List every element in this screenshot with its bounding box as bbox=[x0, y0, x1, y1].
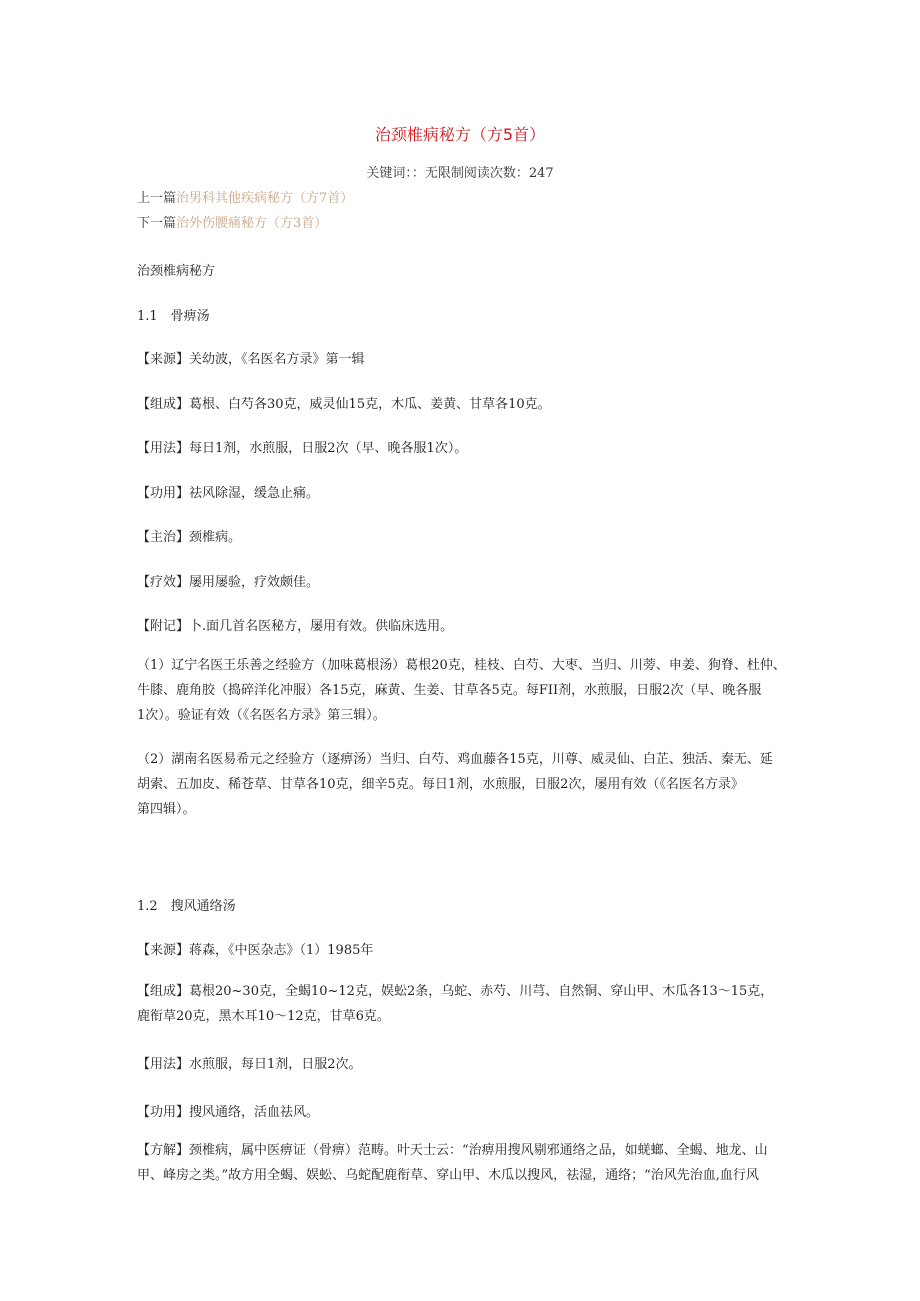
page-title: 治颈椎病秘方（方5首） bbox=[374, 125, 546, 144]
section-2-source: 【来源】蒋森，《中医杂志》（1）1985年 bbox=[137, 943, 374, 958]
paragraph-line: 甲、峰房之类。”故方用全蝎、娱蚣、乌蛇配鹿衔草、穿山甲、木瓜以搜风，祛湿，通络；“治风先治血,血行风 bbox=[137, 1168, 759, 1183]
prev-label: 上一篇 bbox=[137, 191, 177, 206]
formula-paragraph-2 bbox=[137, 747, 785, 822]
prev-article-link[interactable]: 治男科其他疾病秘方（方7首） bbox=[176, 191, 354, 206]
section-1-composition: 【组成】葛根、白芍各30克，威灵仙15克，木瓜、姜黄、甘草各10克。 bbox=[137, 397, 551, 412]
section-1-title: 1.1 骨痹汤 bbox=[137, 309, 210, 324]
paragraph-line: 鹿衔草20克，黑木耳10～12克，甘草6克。 bbox=[137, 1009, 390, 1024]
section-1-usage: 【用法】每日1剂，水煎服，日服2次（早、晚各服1次）。 bbox=[137, 441, 468, 456]
paragraph-line: （1）辽宁名医王乐善之经验方（加味葛根汤）葛根20克，桂枝、白芍、大枣、当归、川蒡、申姜、狗脊、杜仲、 bbox=[137, 658, 786, 673]
paragraph-line: 【方解】颈椎病，属中医痹证（骨痹）范畴。叶天士云：“治痹用搜风剔邪通络之品，如蜣螂、全蝎、地龙、山 bbox=[137, 1143, 768, 1158]
next-article-link[interactable]: 治外伤腰痛秘方（方3首） bbox=[176, 216, 328, 231]
paragraph-line: 第四辑）。 bbox=[137, 802, 196, 817]
formula-paragraph-1 bbox=[137, 653, 785, 728]
paragraph-line: 1次）。验证有效（《名医名方录》第三辑）。 bbox=[137, 708, 386, 723]
section-2-effect: 【功用】搜风通络，活血祛风。 bbox=[137, 1105, 320, 1120]
section-2-composition bbox=[137, 979, 785, 1029]
prev-article bbox=[137, 187, 353, 206]
section-1-source: 【来源】关幼波，《名医名方录》第一辑 bbox=[137, 352, 365, 367]
paragraph-line: （2）湖南名医易希元之经验方（逐痹汤）当归、白芍、鸡血藤各15克，川尊、威灵仙、白芷、独活、秦无、延 bbox=[137, 752, 773, 767]
section-1-efficacy: 【疗效】屡用屡验，疗效颇佳。 bbox=[137, 575, 320, 590]
section-2-explanation bbox=[137, 1138, 785, 1188]
paragraph-line: 牛膝、鹿角胶（捣碎洋化冲服）各15克，麻黄、生姜、甘草各5克。每FII剂，水煎服，日服2次（早、晚各服 bbox=[137, 683, 762, 698]
section-1-indication: 【主治】颈椎病。 bbox=[137, 530, 242, 545]
next-label: 下一篇 bbox=[137, 216, 177, 231]
meta-info: 关键词：：无限制阅读次数：247 bbox=[366, 166, 554, 181]
paragraph-line: 【组成】葛根20~30克，全蝎10~12克，娱蚣2条，乌蛇、赤芍、川芎、自然铜、穿山甲、木瓜各13～15克， bbox=[137, 984, 774, 999]
next-article bbox=[137, 212, 327, 231]
section-1-note: 【附记】卜.面几首名医秘方，屡用有效。供临床选用。 bbox=[137, 619, 454, 634]
article-heading: 治颈椎病秘方 bbox=[137, 264, 216, 279]
section-2-usage: 【用法】水煎服，每日1剂，日服2次。 bbox=[137, 1057, 362, 1072]
paragraph-line: 胡索、五加皮、稀苍草、甘草各10克，细辛5克。每日1剂，水煎服，日服2次，屡用有效（《名医名方录》 bbox=[137, 777, 744, 792]
section-2-title: 1.2 搜风通络汤 bbox=[137, 899, 236, 914]
section-1-effect: 【功用】祛风除湿，缓急止痛。 bbox=[137, 486, 320, 501]
